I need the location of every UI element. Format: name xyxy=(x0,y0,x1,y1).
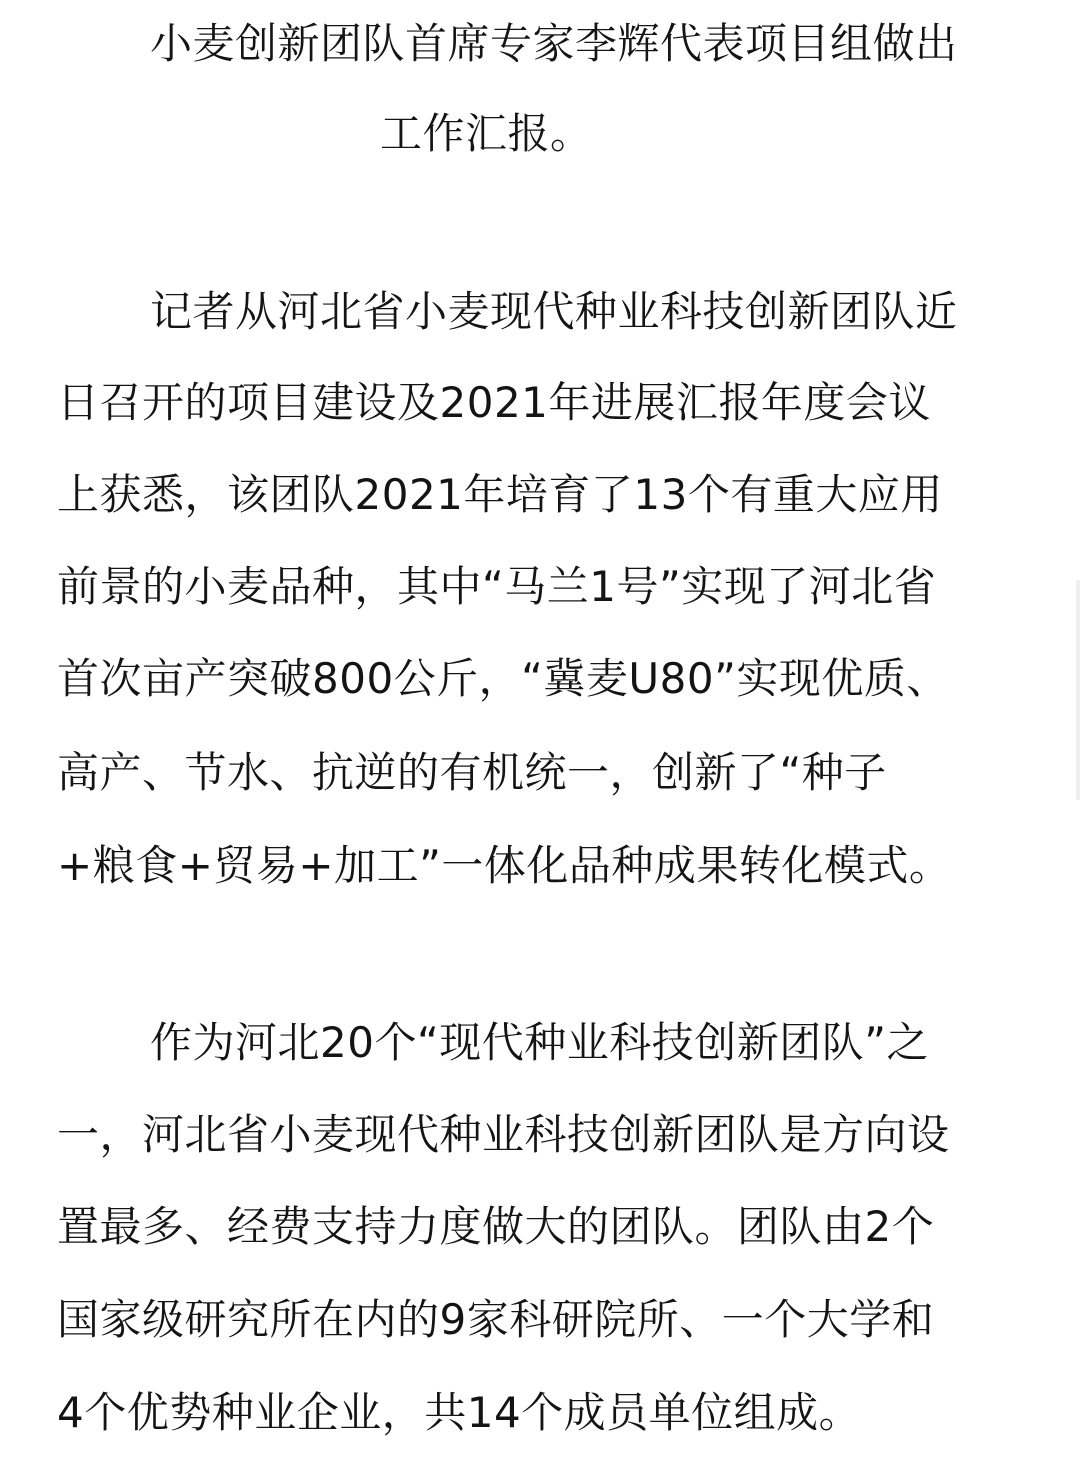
paragraph-line: 高产、节水、抗逆的有机统一，创新了“种子 xyxy=(57,748,887,797)
paragraph-line: +粮食+贸易+加工”一体化品种成果转化模式。 xyxy=(57,841,952,890)
paragraph-line: 国家级研究所在内的9家科研院所、一个大学和 xyxy=(57,1295,935,1344)
paragraph-line: 前景的小麦品种，其中“马兰1号”实现了河北省 xyxy=(57,562,937,611)
paragraph-line: 一，河北省小麦现代种业科技创新团队是方向设 xyxy=(57,1110,950,1159)
intro-line: 小麦创新团队首席专家李辉代表项目组做出 xyxy=(150,19,958,68)
scroll-edge-shadow xyxy=(1076,580,1080,800)
paragraph-line: 置最多、经费支持力度做大的团队。团队由2个 xyxy=(57,1202,935,1251)
intro-line: 工作汇报。 xyxy=(380,109,593,158)
paragraph-line: 4个优势种业企业，共14个成员单位组成。 xyxy=(57,1388,862,1437)
paragraph-line: 记者从河北省小麦现代种业科技创新团队近 xyxy=(150,287,958,336)
paragraph-line: 上获悉，该团队2021年培育了13个有重大应用 xyxy=(57,470,943,519)
paragraph-line: 作为河北20个“现代种业科技创新团队”之 xyxy=(150,1018,929,1067)
paragraph-line: 日召开的项目建设及2021年进展汇报年度会议 xyxy=(57,378,931,427)
paragraph-line: 首次亩产突破800公斤，“冀麦U80”实现优质、 xyxy=(57,654,949,703)
